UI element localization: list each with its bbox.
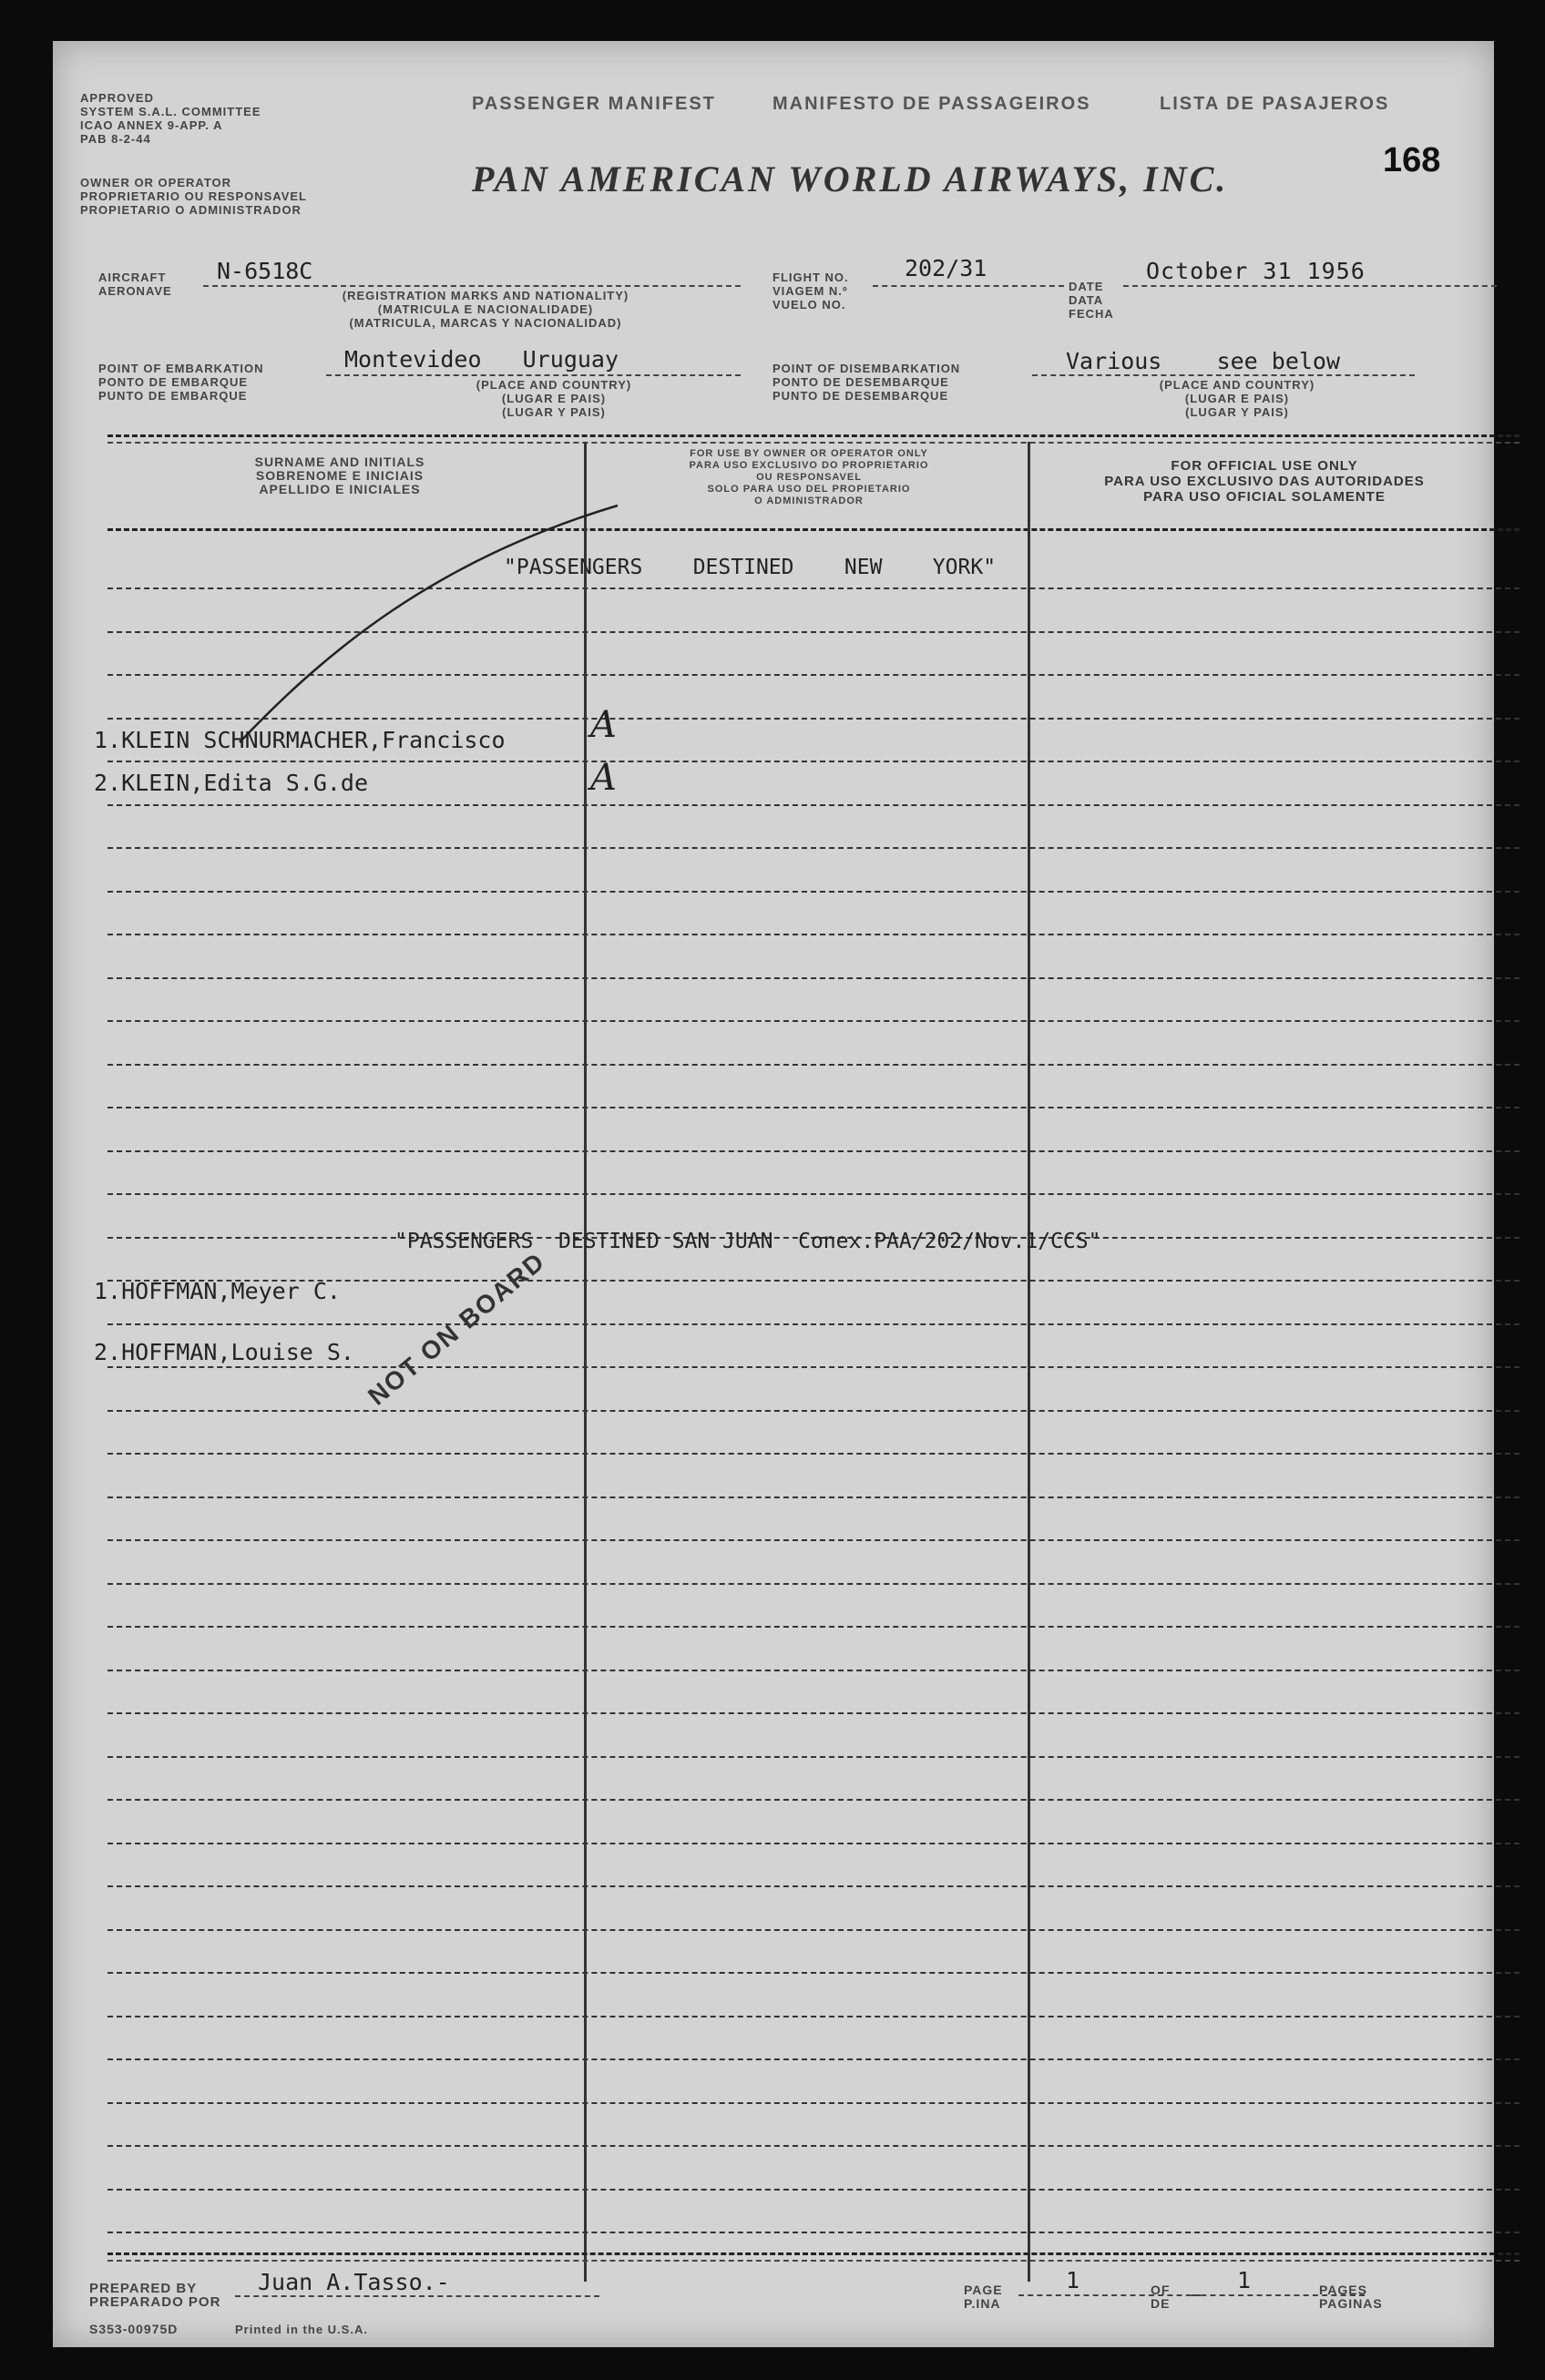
col-head-line: OU RESPONSAVEL [756,472,862,483]
ruled-line [107,934,1519,935]
ruled-line [107,2102,1519,2104]
ruled-line [107,977,1519,979]
prepared-label-en: PREPARED BY [89,2281,198,2296]
ruled-line [107,891,1519,893]
aircraft-value: N-6518C [217,258,313,284]
prepared-label-es: PREPARADO POR [89,2294,221,2310]
page-label [964,2283,1003,2311]
registration-line: (REGISTRATION MARKS AND NATIONALITY) [342,289,629,302]
disembark-value: Various see below [1066,348,1341,374]
ruled-line [107,1626,1519,1628]
header-top-rule [107,434,1519,437]
aircraft-label-en: AIRCRAFT [98,271,167,284]
ruled-line [107,2058,1519,2060]
ruled-line [107,1799,1519,1801]
header-top-rule-2 [107,442,1519,444]
col-head-line: PARA USO OFICIAL SOLAMENTE [1143,489,1386,505]
aircraft-underline [203,285,741,287]
page-underline [1018,2294,1201,2296]
flight-label-en: FLIGHT NO. [772,271,849,284]
ruled-line [107,1453,1519,1455]
manifest-title-es: LISTA DE PASAJEROS [1160,94,1390,114]
embark-place-line: (PLACE AND COUNTRY) [476,378,632,392]
date-underline [1123,285,1497,287]
section1-heading: "PASSENGERS DESTINED NEW YORK" [504,556,997,579]
ruled-line [107,1496,1519,1498]
registration-line: (MATRICULA, MARCAS Y NACIONALIDAD) [349,316,622,330]
ruled-line [107,847,1519,849]
pages-label-es: PAGINAS [1319,2296,1383,2311]
ruled-line [107,2145,1519,2147]
passenger-row-1-name: 1.KLEIN SCHNURMACHER,Francisco [94,727,506,753]
approval-line: SYSTEM S.A.L. COMMITTEE [80,105,261,118]
page-label-en: PAGE [964,2283,1003,2297]
disembark-place-line: (LUGAR Y PAIS) [1185,405,1289,419]
page-label-pt: P.INA [964,2296,1001,2311]
col-head-line: APELLIDO E INICIALES [259,482,421,496]
ruled-line [107,1107,1519,1108]
ruled-line [107,1150,1519,1152]
ruled-line [107,2189,1519,2191]
owner-line: OWNER OR OPERATOR [80,176,232,189]
aircraft-label-pt: AERONAVE [98,284,172,298]
ruled-line [107,1410,1519,1412]
passenger-row-2-mark: A [590,757,617,799]
section2-heading: "PASSENGERS DESTINED SAN JUAN Conex.PAA/202/Nov.1/CCS" [394,1230,1101,1253]
disembark-underline [1032,374,1415,376]
registration-note [290,289,681,330]
pages-label [1319,2283,1383,2311]
ruled-line [107,761,1519,762]
airline-name: PAN AMERICAN WORLD AIRWAYS, INC. [472,158,1229,199]
embark-label-pt: PONTO DE EMBARQUE [98,375,249,389]
col-head-owner [590,448,1028,507]
embark-place-note [435,378,672,419]
footer-top-rule-2 [107,2260,1519,2262]
date-label-pt: DATA [1069,293,1104,307]
registration-line: (MATRICULA E NACIONALIDADE) [377,302,594,316]
form-number: S353-00975D [89,2322,179,2336]
ruled-line [107,2232,1519,2233]
col-head-line: PARA USO EXCLUSIVO DAS AUTORIDADES [1104,474,1425,489]
embark-value: Montevideo Uruguay [344,346,619,373]
embark-place-line: (LUGAR Y PAIS) [502,405,606,419]
owner-line: PROPRIETARIO OU RESPONSAVEL [80,189,307,203]
ruled-line [107,1583,1519,1585]
approval-line: APPROVED [80,91,154,105]
col-head-line: SOBRENOME E INICIAIS [255,468,425,483]
of-label-es: DE [1151,2296,1171,2311]
ruled-line [107,1929,1519,1931]
pages-label-en: PAGES [1319,2283,1367,2297]
flight-label-pt: VIAGEM N.º [772,284,848,298]
ruled-line [107,1885,1519,1887]
disembark-place-line: (LUGAR E PAIS) [1184,392,1290,405]
ruled-line [107,1020,1519,1022]
embark-label-en: POINT OF EMBARKATION [98,362,264,375]
embark-underline [326,374,741,376]
disembark-label [772,362,960,403]
ruled-line [107,1843,1519,1844]
owner-block [80,176,307,217]
col-head-line: FOR OFFICIAL USE ONLY [1171,458,1358,474]
page-number: 168 [1383,141,1441,179]
of-value: 1 [1237,2267,1252,2293]
manifest-title-en: PASSENGER MANIFEST [472,94,716,114]
manifest-sheet [53,41,1494,2347]
diagonal-stroke-path [240,506,618,742]
disembark-place-line: (PLACE AND COUNTRY) [1159,378,1315,392]
flight-underline [873,285,1064,287]
disembark-place-note [1119,378,1356,419]
passenger-row-2-name: 2.KLEIN,Edita S.G.de [94,770,369,796]
passenger-row-1-mark: A [590,704,617,746]
col-head-line: FOR USE BY OWNER OR OPERATOR ONLY [690,448,928,459]
ruled-line [107,804,1519,806]
prepared-value: Juan A.Tasso.- [258,2269,450,2295]
col-head-line: PARA USO EXCLUSIVO DO PROPRIETARIO [689,460,929,471]
page-value: 1 [1066,2267,1080,2293]
ruled-line [107,1064,1519,1066]
date-label-es: FECHA [1069,307,1114,321]
ruled-line [107,1193,1519,1195]
col-head-official [1032,458,1497,505]
not-on-board-stamp: NOT ON BOARD [363,1246,551,1411]
embark-label [98,362,264,403]
printed-note: Printed in the U.S.A. [235,2323,368,2336]
flight-label-es: VUELO NO. [772,298,846,312]
col-head-surname [107,455,572,496]
date-value: October 31 1956 [1146,258,1366,284]
col-head-line: SOLO PARA USO DEL PROPIETARIO [707,484,911,495]
approval-block [80,91,261,146]
prepared-underline [235,2295,599,2297]
ruled-line [107,1366,1519,1368]
approval-line: PAB 8-2-44 [80,132,151,146]
embark-label-es: PUNTO DE EMBARQUE [98,389,248,403]
ruled-line [107,1972,1519,1974]
date-label-en: DATE [1069,280,1104,293]
prepared-label [89,2282,220,2309]
approval-line: ICAO ANNEX 9-APP. A [80,118,223,132]
owner-line: PROPIETARIO O ADMINISTRADOR [80,203,302,217]
col-head-line: O ADMINISTRADOR [754,495,864,506]
manifest-title-pt: MANIFESTO DE PASSAGEIROS [772,94,1091,114]
ruled-line [107,1670,1519,1671]
col-head-line: SURNAME AND INITIALS [254,455,425,469]
date-label [1069,280,1114,321]
ruled-line [107,1539,1519,1541]
footer-top-rule [107,2252,1519,2255]
ruled-line [107,1323,1519,1325]
embark-place-line: (LUGAR E PAIS) [501,392,607,405]
disembark-label-en: POINT OF DISEMBARKATION [772,362,961,375]
of-label [1151,2283,1170,2311]
passenger-row-4-name: 2.HOFFMAN,Louise S. [94,1339,354,1365]
ruled-line [107,2016,1519,2017]
disembark-label-pt: PONTO DE DESEMBARQUE [772,375,949,389]
aircraft-label [98,271,172,298]
ruled-line [107,1712,1519,1714]
of-label-en: OF [1151,2283,1171,2297]
flight-label [772,271,849,312]
passenger-row-3-name: 1.HOFFMAN,Meyer C. [94,1278,341,1304]
flight-value: 202/31 [905,255,987,281]
ruled-line [107,1756,1519,1758]
disembark-label-es: PUNTO DE DESEMBARQUE [772,389,949,403]
diagonal-stroke [235,496,645,751]
